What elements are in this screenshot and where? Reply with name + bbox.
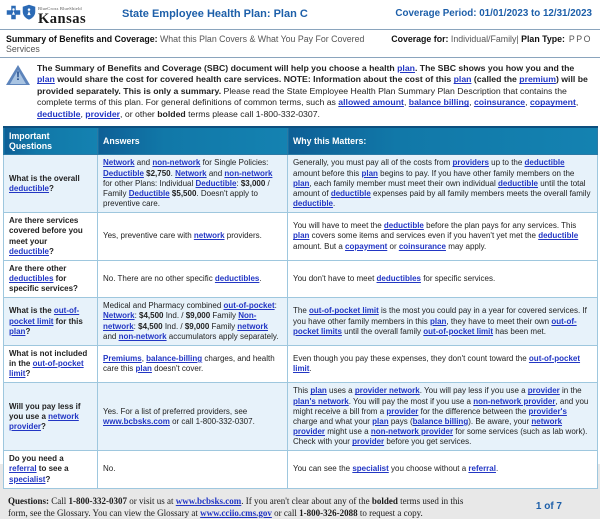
text-segment: or — [387, 241, 399, 251]
text-segment: you choose without a — [388, 464, 469, 474]
text-segment: ? — [25, 369, 31, 379]
text-segment: ? — [25, 326, 31, 336]
coverage-for-value: Individual/Family| — [448, 34, 522, 44]
text-segment: ) will be provided separately. This is only a summary. — [37, 74, 588, 96]
term-link[interactable]: deductible — [383, 221, 424, 231]
text-segment: until the total amount of — [293, 178, 586, 198]
term-link[interactable]: out-of-pocket limit — [423, 326, 494, 336]
text-segment: terms please call 1-800-332-0307. — [185, 108, 320, 119]
text-segment: amount before this — [293, 168, 362, 178]
term-link[interactable]: network — [237, 321, 268, 331]
term-link[interactable]: deductible — [293, 199, 334, 209]
text-segment: Family — [210, 311, 239, 321]
text-segment: before you get services. — [384, 437, 472, 447]
text-segment: expenses paid by all family members meets the overall family — [370, 188, 591, 198]
text-segment: . — [309, 364, 312, 374]
term-link[interactable]: Non-network — [103, 311, 257, 331]
text-segment: $4,500 — [139, 311, 164, 321]
text-segment: accumulators apply separately. — [166, 331, 279, 341]
term-link[interactable]: plan — [453, 74, 472, 85]
text-segment: . Doesn't apply to preventive care. — [103, 188, 258, 209]
page-title: State Employee Health Plan: Plan C — [122, 8, 308, 20]
term-link[interactable]: premium — [519, 74, 556, 85]
term-link[interactable]: copayment — [345, 241, 388, 251]
term-link[interactable]: providers — [452, 158, 489, 168]
text-segment: , they have to meet their own — [446, 316, 552, 326]
question-cell — [4, 451, 98, 488]
text-segment: ? — [49, 183, 54, 193]
text-segment: Yes, preventive care with — [103, 231, 194, 241]
text-segment: for other Plans: Individual — [103, 178, 196, 188]
term-link[interactable]: provider network — [354, 386, 420, 396]
text-segment: or call — [271, 507, 300, 518]
text-segment: . If you aren't clear about any of the — [241, 495, 372, 506]
sub-header — [0, 30, 600, 57]
text-segment: terms used in this form, see the Glossary. You can view the Glossary at — [8, 495, 464, 518]
term-link[interactable]: out-of-pocket limit — [9, 359, 84, 379]
text-segment: , — [525, 97, 530, 108]
term-link[interactable]: Premiums — [103, 354, 142, 363]
term-link[interactable]: non-network provider — [473, 396, 556, 406]
table-row-other-deductibles — [4, 260, 598, 297]
text-segment: or visit us at — [127, 495, 176, 506]
text-segment: for this — [53, 316, 83, 326]
term-link[interactable]: balance billing — [408, 97, 470, 108]
term-link[interactable]: provider — [85, 108, 121, 119]
term-link[interactable]: plan — [135, 364, 152, 374]
text-segment: 1-800-332-0307 — [68, 495, 128, 506]
term-link[interactable]: Network — [103, 158, 135, 168]
text-segment: doesn't cover. — [151, 364, 204, 374]
text-segment: Are there services covered before you meet your — [9, 216, 83, 246]
term-link[interactable]: deductible — [9, 246, 50, 256]
sbc-subtitle — [6, 34, 391, 54]
text-segment: No. There are no other specific — [103, 273, 215, 283]
text-segment: You can see the — [293, 464, 353, 474]
text-segment: and — [134, 158, 153, 168]
col-header-answers: Answers — [98, 127, 288, 155]
text-segment: Call — [51, 495, 69, 506]
term-link[interactable]: referral — [468, 464, 496, 474]
coverage-period: Coverage Period: 01/01/2023 to 12/31/2023 — [395, 8, 592, 19]
text-segment: or call 1-800-332-0307. — [169, 416, 255, 426]
text-segment: for specific services. — [420, 273, 496, 283]
intro-paragraph — [37, 63, 594, 120]
sbc-label: Summary of Benefits and Coverage: — [6, 34, 158, 44]
why-cell — [288, 298, 598, 346]
table-row-overall-deductible — [4, 155, 598, 213]
text-segment: in the — [559, 386, 582, 396]
text-segment: $9,000 — [185, 311, 211, 321]
plan-type-label: Plan Type: — [521, 34, 565, 44]
term-link[interactable]: www.bcbsks.com — [175, 495, 242, 506]
text-segment: . You will pay less if you use a — [419, 386, 528, 396]
page-footer — [0, 489, 600, 519]
text-segment: up to the — [488, 158, 525, 168]
question-cell — [4, 260, 98, 297]
term-link[interactable]: non-network — [152, 158, 201, 168]
text-segment: covers some items and services even if you haven't yet met the — [309, 231, 539, 241]
term-link[interactable]: deductible — [9, 183, 50, 193]
term-link[interactable]: deductible — [330, 188, 371, 198]
footer-questions-text — [8, 495, 478, 519]
text-segment: The — [293, 306, 310, 316]
text-segment: for specific services? — [9, 273, 78, 294]
text-segment: bolded — [371, 495, 398, 506]
coverage-for-label: Coverage for: — [391, 34, 449, 44]
blue-cross-icon — [6, 5, 21, 25]
term-link[interactable]: specialist — [352, 464, 389, 474]
text-segment: Are there other — [9, 263, 67, 273]
text-segment: . — [259, 273, 262, 283]
text-segment: is the most you could pay in a year for covered services. If you have other family members in this — [293, 306, 587, 326]
text-segment: and — [206, 168, 225, 178]
term-link[interactable]: coinsurance — [473, 97, 526, 108]
table-row-out-of-pocket-limit — [4, 298, 598, 346]
text-segment: What is not included in the — [9, 348, 88, 369]
text-segment: You will have to meet the — [293, 221, 384, 231]
text-segment: Ind. / — [163, 311, 186, 321]
term-link[interactable]: Network — [103, 311, 135, 321]
text-segment: amount. But a — [293, 241, 346, 251]
term-link[interactable]: network provider — [9, 411, 79, 431]
term-link[interactable]: provider's — [528, 406, 567, 416]
term-link[interactable]: plan — [293, 231, 310, 241]
text-segment: The Summary of Benefits and Coverage (SBC) document will help you choose a health — [37, 63, 398, 73]
text-segment: Medical and Pharmacy combined — [103, 301, 224, 311]
text-segment: ? — [45, 474, 51, 484]
brand-text — [38, 7, 86, 26]
term-link[interactable]: plan — [37, 74, 55, 85]
term-link[interactable]: plan — [9, 326, 26, 336]
text-segment: Ind. / — [162, 321, 185, 331]
term-link[interactable]: deductible — [538, 231, 579, 241]
table-row-not-in-out-of-pocket — [4, 345, 598, 382]
term-link[interactable]: plan's network — [293, 396, 349, 406]
term-link[interactable]: Deductible — [195, 178, 237, 188]
text-segment: Yes. For a list of preferred providers, see — [103, 406, 248, 416]
text-segment: charges, and health care this — [103, 354, 275, 374]
term-link[interactable]: Network — [175, 168, 207, 178]
answer-cell — [98, 260, 288, 297]
logo-icons — [6, 4, 36, 26]
table-row-network-provider — [4, 383, 598, 451]
bcbs-kansas-logo — [6, 4, 108, 26]
text-segment: ). Be aware, your — [468, 416, 532, 426]
term-link[interactable]: coinsurance — [398, 241, 446, 251]
warning-triangle-icon: ! — [6, 65, 30, 85]
question-cell — [4, 155, 98, 213]
table-row-services-before-deductible — [4, 213, 598, 261]
intro-section — [0, 58, 600, 123]
blue-shield-icon — [22, 4, 36, 25]
text-segment: Will you pay less if you use a — [9, 401, 81, 421]
term-link[interactable]: Deductible — [103, 168, 144, 178]
answer-cell — [98, 213, 288, 261]
col-header-important-questions: Important Questions — [4, 127, 98, 155]
term-link[interactable]: non-network — [118, 331, 167, 341]
term-link[interactable]: provider — [527, 386, 560, 396]
term-link[interactable]: out-of-pocket limit — [309, 306, 379, 316]
term-link[interactable]: deductible — [37, 108, 81, 119]
text-segment: would share the cost for covered health care services. NOTE: Information about the cost of this — [54, 74, 454, 85]
term-link[interactable]: deductibles — [376, 273, 421, 283]
term-link[interactable]: www.cciio.cms.gov — [200, 507, 272, 518]
page-number: 1 of 7 — [535, 501, 562, 513]
answer-cell — [98, 298, 288, 346]
answer-cell — [98, 155, 288, 213]
text-segment: bolded — [157, 108, 186, 119]
text-segment: What is the overall — [9, 173, 80, 183]
text-segment: for some services (such as lab work). Check with your — [293, 427, 588, 447]
text-segment: (called the — [471, 74, 520, 85]
text-segment: Family — [209, 321, 238, 331]
text-segment: : — [274, 301, 277, 311]
term-link[interactable]: deductible — [497, 178, 538, 188]
text-segment: pays ( — [388, 416, 413, 426]
text-segment: No. — [103, 464, 116, 474]
term-link[interactable]: plan — [397, 63, 415, 73]
term-link[interactable]: balance billing — [412, 416, 469, 426]
text-segment: 1-800-326-2088 — [299, 507, 358, 518]
term-link[interactable]: non-network — [224, 168, 273, 178]
text-segment: $3,000 — [240, 178, 266, 188]
text-segment: and — [103, 331, 119, 341]
text-segment: , — [403, 97, 409, 108]
text-segment: . — [333, 199, 336, 209]
text-segment: . The SBC shows you how you and the — [414, 63, 575, 73]
brand-tagline: BlueCross BlueShield — [38, 6, 82, 11]
answer-cell — [98, 345, 288, 382]
text-segment: This — [293, 386, 311, 396]
why-cell — [288, 155, 598, 213]
term-link[interactable]: deductibles — [214, 273, 260, 283]
text-segment: Questions: — [8, 495, 52, 506]
text-segment: , and you might receive a bill from a — [293, 396, 589, 416]
why-cell — [288, 213, 598, 261]
text-segment: until the overall family — [341, 326, 424, 336]
text-segment: might use a — [325, 427, 371, 437]
text-segment: for Single Policies: — [200, 158, 269, 168]
term-link[interactable]: deductible — [524, 158, 565, 168]
brand-name: Kansas — [38, 10, 87, 27]
question-cell — [4, 298, 98, 346]
text-segment: , — [80, 108, 86, 119]
text-segment: . — [495, 464, 499, 474]
why-cell — [288, 451, 598, 488]
term-link[interactable]: network provider — [293, 416, 563, 437]
sbc-description: What this Plan Covers & What You Pay For Covered Services — [6, 34, 365, 54]
text-segment: begins to pay. If you have other family members on the — [377, 168, 575, 178]
text-segment: before the plan pays for any services. This — [423, 221, 577, 231]
term-link[interactable]: plan — [361, 168, 378, 178]
text-segment: , — [141, 354, 147, 363]
text-segment: : — [133, 321, 139, 331]
text-segment: , each family member must meet their own individual — [309, 178, 498, 188]
question-cell — [4, 213, 98, 261]
text-segment: ? — [41, 421, 46, 431]
text-segment: . You will pay the most if you use a — [348, 396, 474, 406]
text-segment: may apply. — [445, 241, 487, 251]
term-link[interactable]: deductibles — [9, 273, 54, 283]
term-link[interactable]: plan — [372, 416, 389, 426]
term-link[interactable]: Deductible — [128, 188, 170, 198]
text-segment: , — [575, 97, 579, 108]
why-cell — [288, 383, 598, 451]
text-segment: : — [236, 178, 241, 188]
text-segment: , or other — [120, 108, 158, 119]
text-segment: . — [170, 168, 176, 178]
term-link[interactable]: copayment — [529, 97, 576, 108]
text-segment: $9,000 — [184, 321, 210, 331]
why-cell — [288, 260, 598, 297]
text-segment: Even though you pay these expenses, they don't count toward the — [293, 354, 529, 363]
term-link[interactable]: out-of-pocket limits — [293, 316, 577, 336]
term-link[interactable]: plan — [310, 386, 327, 396]
term-link[interactable]: provider — [352, 437, 385, 447]
text-segment: / Family — [103, 178, 270, 198]
text-segment: Do you need a — [9, 454, 64, 464]
term-link[interactable]: plan — [293, 178, 310, 188]
document-header — [0, 0, 600, 28]
text-segment: ? — [49, 246, 54, 256]
text-segment: to request a copy. — [357, 507, 423, 518]
text-segment: Please read the State Employee Health Plan Summary Plan Description that contains the complete terms of this plan. For general definitions of common terms, such as — [37, 85, 567, 108]
table-row-referral-specialist — [4, 451, 598, 488]
coverage-info — [391, 34, 592, 54]
text-segment: , — [469, 97, 474, 108]
term-link[interactable]: out-of-pocket limit — [293, 354, 581, 374]
text-segment: $4,500 — [138, 321, 163, 331]
table-header-row — [4, 127, 598, 155]
benefits-table — [3, 126, 598, 488]
text-segment: to see a — [36, 464, 69, 474]
answer-cell — [98, 451, 288, 488]
term-link[interactable]: provider — [386, 406, 419, 416]
text-segment: providers. — [224, 231, 262, 241]
plan-type-value: PPO — [564, 34, 592, 44]
text-segment: What is the — [9, 306, 54, 316]
answer-cell — [98, 383, 288, 451]
text-segment: You don't have to meet — [293, 273, 377, 283]
term-link[interactable]: specialist — [9, 474, 46, 484]
col-header-why-this-matters: Why this Matters: — [288, 127, 598, 155]
term-link[interactable]: out-of-pocket — [223, 301, 275, 311]
why-cell — [288, 345, 598, 382]
term-link[interactable]: www.bcbsks.com — [103, 416, 170, 426]
text-segment: $5,500 — [171, 188, 197, 198]
term-link[interactable]: out-of-pocket limit — [9, 306, 80, 326]
term-link[interactable]: non-network provider — [370, 427, 454, 437]
term-link[interactable]: plan — [429, 316, 447, 326]
text-segment: for the difference between the — [418, 406, 529, 416]
term-link[interactable]: referral — [9, 464, 37, 474]
term-link[interactable]: network — [193, 231, 225, 241]
text-segment: has been met. — [493, 326, 546, 336]
text-segment: Generally, you must pay all of the costs from — [293, 158, 453, 168]
text-segment: : — [134, 311, 140, 321]
text-segment: uses a — [326, 386, 355, 396]
text-segment: $2,750 — [146, 168, 171, 178]
term-link[interactable]: balance-billing — [146, 354, 203, 363]
term-link[interactable]: allowed amount — [338, 97, 404, 108]
question-cell — [4, 345, 98, 382]
question-cell — [4, 383, 98, 451]
text-segment: charge and what your — [293, 416, 373, 426]
